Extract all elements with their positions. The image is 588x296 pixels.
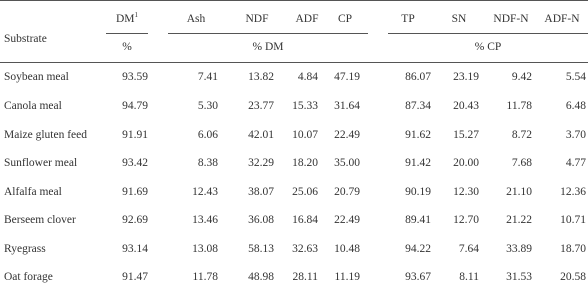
- cell-tp: 94.22: [405, 243, 431, 255]
- cell-adf-n: 3.70: [565, 129, 586, 141]
- col-header-tp: TP: [401, 13, 415, 25]
- cell-tp: 91.42: [405, 157, 431, 169]
- cell-sn: 7.64: [458, 243, 479, 255]
- cell-adf-n: 5.54: [565, 71, 586, 83]
- unit-rule-percent-dm: [168, 33, 368, 34]
- cell-cp: 10.48: [334, 243, 360, 255]
- cell-ndf-n: 7.68: [511, 157, 532, 169]
- cell-ash: 8.38: [197, 157, 218, 169]
- col-header-sn: SN: [451, 13, 467, 25]
- cell-ndf-n: 33.89: [506, 243, 532, 255]
- cell-tp: 90.19: [405, 186, 431, 198]
- cell-cp: 22.49: [334, 129, 360, 141]
- row-substrate-label: Canola meal: [4, 100, 62, 112]
- cell-cp: 47.19: [334, 71, 360, 83]
- cell-adf-n: 4.77: [565, 157, 586, 169]
- cell-ndf: 36.08: [248, 214, 274, 226]
- cell-adf-n: 18.70: [560, 243, 586, 255]
- cell-tp: 86.07: [405, 71, 431, 83]
- row-substrate-label: Berseem clover: [4, 214, 76, 226]
- row-substrate-label: Soybean meal: [4, 71, 69, 83]
- row-substrate-label: Alfalfa meal: [4, 186, 62, 198]
- cell-cp: 20.79: [334, 186, 360, 198]
- row-substrate-label: Sunflower meal: [4, 157, 78, 169]
- cell-adf: 25.06: [292, 186, 318, 198]
- cell-adf: 32.63: [292, 243, 318, 255]
- col-header-dm: $DM^1$: [115, 11, 139, 25]
- cell-adf-n: 10.71: [560, 214, 586, 226]
- cell-adf: 16.84: [292, 214, 318, 226]
- cell-dm: 94.79: [122, 100, 148, 112]
- col-header-ndf: NDF: [245, 13, 269, 25]
- cell-ash: 11.78: [192, 271, 218, 283]
- cell-ash: 12.43: [192, 186, 218, 198]
- cell-adf: 15.33: [292, 100, 318, 112]
- cell-sn: 20.00: [453, 157, 479, 169]
- cell-cp: 22.49: [334, 214, 360, 226]
- col-header-ndf-n: NDF-N: [493, 13, 529, 25]
- cell-tp: 87.34: [405, 100, 431, 112]
- cell-tp: 91.62: [405, 129, 431, 141]
- cell-adf: 28.11: [292, 271, 318, 283]
- cell-cp: 11.19: [334, 271, 360, 283]
- cell-dm: 91.91: [122, 129, 148, 141]
- unit-label-percent-cp: % CP: [474, 41, 502, 53]
- cell-ndf-n: 8.72: [511, 129, 532, 141]
- cell-dm: 91.69: [122, 186, 148, 198]
- cell-adf: 4.84: [297, 71, 318, 83]
- unit-label-percent-dm: % DM: [252, 41, 284, 53]
- cell-tp: 89.41: [405, 214, 431, 226]
- cell-cp: 35.00: [334, 157, 360, 169]
- unit-rule-percent-cp: [388, 33, 588, 34]
- cell-sn: 23.19: [453, 71, 479, 83]
- cell-ndf: 13.82: [248, 71, 274, 83]
- header-bottom-rule: [0, 62, 588, 63]
- row-substrate-label: Oat forage: [4, 271, 53, 283]
- cell-cp: 31.64: [334, 100, 360, 112]
- cell-adf-n: 6.48: [565, 100, 586, 112]
- unit-label-dm: %: [122, 41, 132, 53]
- cell-ndf-n: 21.10: [506, 186, 532, 198]
- cell-ndf: 42.01: [248, 129, 274, 141]
- cell-ndf-n: 9.42: [511, 71, 532, 83]
- cell-ndf-n: 21.22: [506, 214, 532, 226]
- cell-sn: 20.43: [453, 100, 479, 112]
- dm-footnote-mark: 1: [134, 11, 139, 20]
- cell-ndf: 38.07: [248, 186, 274, 198]
- cell-ndf: 32.29: [248, 157, 274, 169]
- cell-ash: 13.08: [192, 243, 218, 255]
- cell-adf-n: 20.58: [560, 271, 586, 283]
- cell-tp: 93.67: [405, 271, 431, 283]
- cell-ndf: 48.98: [248, 271, 274, 283]
- cell-ash: 13.46: [192, 214, 218, 226]
- cell-ash: 7.41: [197, 71, 218, 83]
- col-header-adf: ADF: [295, 13, 319, 25]
- cell-ash: 6.06: [197, 129, 218, 141]
- cell-adf: 10.07: [292, 129, 318, 141]
- cell-dm: 93.59: [122, 71, 148, 83]
- cell-ndf: 58.13: [248, 243, 274, 255]
- stub-header: Substrate: [4, 33, 47, 45]
- col-header-cp: CP: [337, 13, 353, 25]
- top-rule: [0, 0, 588, 1]
- cell-dm: 93.42: [122, 157, 148, 169]
- cell-sn: 8.11: [459, 271, 479, 283]
- cell-sn: 12.70: [453, 214, 479, 226]
- cell-dm: 91.47: [122, 271, 148, 283]
- cell-ndf-n: 31.53: [506, 271, 532, 283]
- col-header-adf-n: ADF-N: [544, 13, 580, 25]
- cell-ndf: 23.77: [248, 100, 274, 112]
- row-substrate-label: Ryegrass: [4, 243, 46, 255]
- cell-dm: 93.14: [122, 243, 148, 255]
- cell-ash: 5.30: [197, 100, 218, 112]
- col-header-ash: Ash: [186, 13, 206, 25]
- cell-dm: 92.69: [122, 214, 148, 226]
- cell-sn: 15.27: [453, 129, 479, 141]
- unit-rule-dm: [106, 33, 148, 34]
- row-substrate-label: Maize gluten feed: [4, 129, 88, 141]
- cell-adf: 18.20: [292, 157, 318, 169]
- cell-sn: 12.30: [453, 186, 479, 198]
- cell-ndf-n: 11.78: [506, 100, 532, 112]
- cell-adf-n: 12.36: [560, 186, 586, 198]
